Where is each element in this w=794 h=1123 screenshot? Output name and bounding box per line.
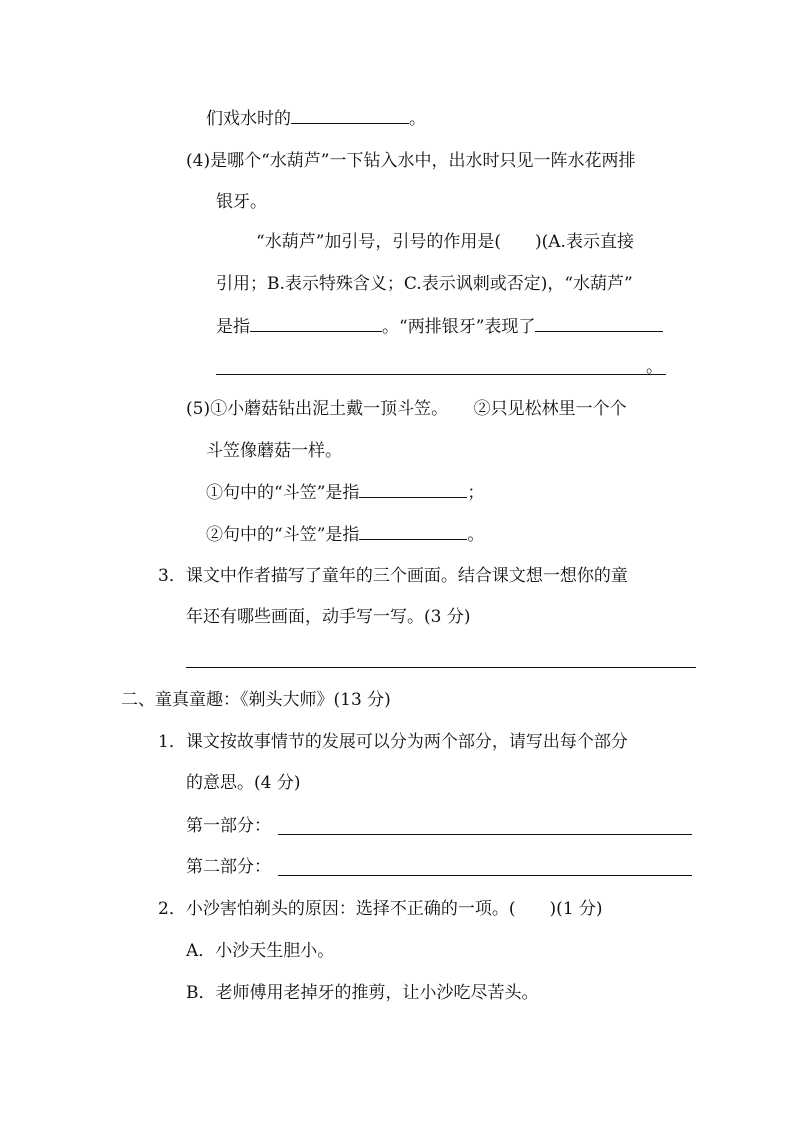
answer-blank-douli-1[interactable] bbox=[359, 481, 467, 498]
q2-part4-line6-end: 。 bbox=[646, 357, 663, 377]
q2-part5-line2: 斗笠像蘑菇一样。 bbox=[206, 441, 342, 461]
answer-rule-part4[interactable] bbox=[216, 374, 646, 375]
answer-blank-douli-2[interactable] bbox=[359, 523, 467, 540]
q2-part4-line1: (4)是哪个“水葫芦”一下钻入水中，出水时只见一阵水花两排 bbox=[186, 151, 636, 171]
section2-part2-label: 第二部分： bbox=[186, 857, 271, 877]
q2-part3-tail-end: 。 bbox=[409, 109, 426, 129]
q2-part4-line5-b: 。“两排银牙”表现了 bbox=[382, 317, 536, 337]
answer-blank-liangpai-yinya[interactable] bbox=[535, 315, 663, 332]
q2-part5-line3-a: ①句中的“斗笠”是指 bbox=[206, 483, 360, 503]
q2-part5-line4 bbox=[206, 523, 484, 546]
section2-option-a: A．小沙天生胆小。 bbox=[186, 941, 335, 961]
q2-part4-line5-a: 是指 bbox=[216, 317, 250, 337]
answer-rule-q3[interactable] bbox=[186, 667, 696, 668]
section2-option-b: B．老师傅用老掉牙的推剪，让小沙吃尽苦头。 bbox=[186, 983, 539, 1003]
q2-part3-tail-line bbox=[206, 107, 426, 130]
q2-part5-line3-end: ； bbox=[467, 483, 485, 503]
answer-blank-part3[interactable] bbox=[291, 107, 409, 124]
section2-q1-line2: 的意思。(4 分) bbox=[186, 773, 301, 793]
answer-blank-shui-hulu[interactable] bbox=[250, 315, 382, 332]
answer-rule-part4-end bbox=[646, 374, 666, 375]
section2-q2-line1: 2．小沙害怕剃头的原因：选择不正确的一项。( )(1 分) bbox=[158, 899, 603, 919]
q3-line2: 年还有哪些画面，动手写一写。(3 分) bbox=[186, 607, 471, 627]
section2-part1-label: 第一部分： bbox=[186, 816, 271, 836]
q2-part4-line3: “水葫芦”加引号，引号的作用是( )(A.表示直接 bbox=[256, 232, 634, 252]
q2-part4-line2: 银牙。 bbox=[216, 192, 267, 212]
q2-part5-line4-a: ②句中的“斗笠”是指 bbox=[206, 525, 360, 545]
q2-part4-line5 bbox=[216, 315, 663, 338]
answer-rule-part1[interactable] bbox=[278, 834, 692, 835]
q3-line1: 3．课文中作者描写了童年的三个画面。结合课文想一想你的童 bbox=[158, 566, 628, 586]
q2-part5-line1: (5)①小蘑菇钻出泥土戴一顶斗笠。 ②只见松林里一个个 bbox=[186, 399, 627, 419]
section2-heading: 二、童真童趣：《剃头大师》(13 分) bbox=[121, 690, 391, 710]
q2-part5-line4-end: 。 bbox=[467, 525, 485, 545]
section2-q1-line1: 1．课文按故事情节的发展可以分为两个部分，请写出每个部分 bbox=[158, 732, 628, 752]
q2-part5-line3 bbox=[206, 481, 484, 504]
q2-part4-line4: 引用；B.表示特殊含义；C.表示讽刺或否定)，“水葫芦” bbox=[216, 274, 633, 294]
answer-rule-part2[interactable] bbox=[278, 875, 692, 876]
q2-part3-tail-text: 们戏水时的 bbox=[206, 109, 291, 129]
